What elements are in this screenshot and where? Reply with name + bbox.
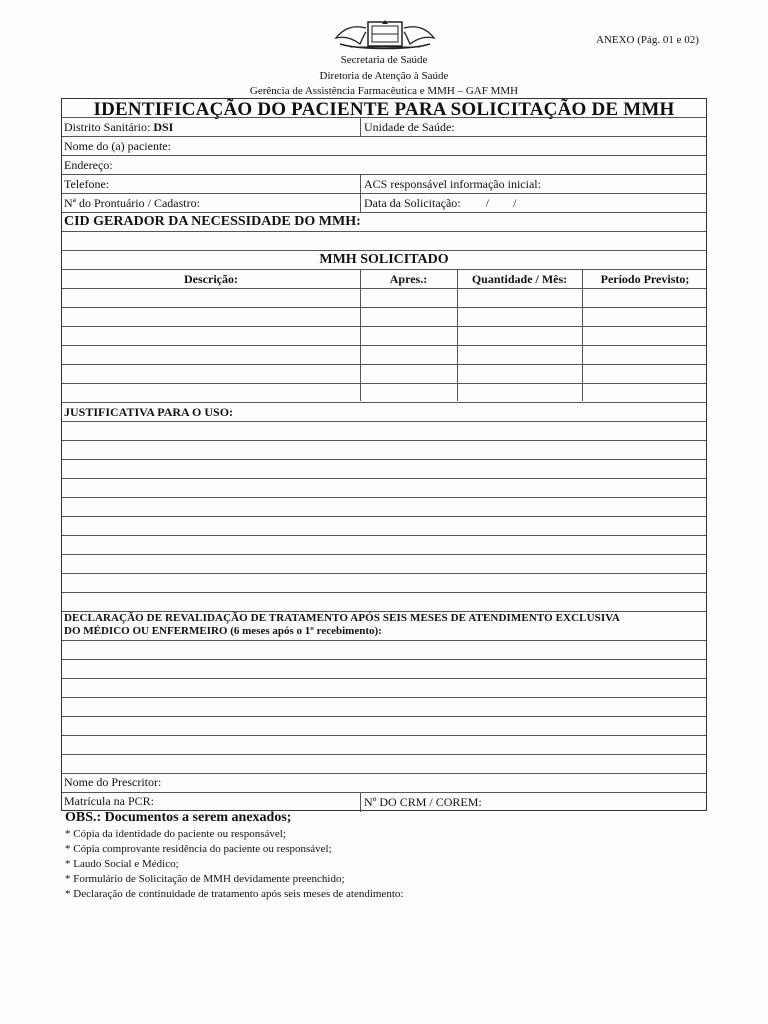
declaracao-line-1: DECLARAÇÃO DE REVALIDAÇÃO DE TRATAMENTO APÓS SEIS MESES DE ATENDIMENTO EXCLUSIVA [64,612,620,624]
form-title: IDENTIFICAÇÃO DO PACIENTE PARA SOLICITAÇÃO DE MMH [93,99,675,120]
nome-field[interactable]: Nome do (a) paciente: [64,139,171,153]
col-descricao: Descrição: [184,272,238,286]
unidade-field[interactable]: Unidade de Saúde: [364,120,455,134]
matricula-field[interactable]: Matrícula na PCR: [64,794,154,808]
distrito-field[interactable] [64,120,173,135]
telefone-field[interactable]: Telefone: [64,177,110,191]
justificativa-label: JUSTIFICATIVA PARA O USO: [64,405,234,419]
col-apres: Apres.: [389,272,428,286]
data-solicitacao-label: Data da Solicitação: [364,196,461,210]
obs-title: OBS.: Documentos a serem anexados; [65,810,292,825]
declaracao-line-2: DO MÉDICO OU ENFERMEIRO (6 meses após o 1º recebimento): [64,625,382,637]
prescritor-field[interactable]: Nome do Prescritor: [64,775,162,789]
col-quantidade: Quantidade / Mês: [471,272,568,286]
endereco-field[interactable]: Endereço: [64,158,113,172]
patient-form [61,98,707,811]
anexo-label: ANEXO (Pág. 01 e 02) [596,34,699,46]
obs-item: * Cópia comprovante residência do paciente ou responsável; [65,843,332,855]
header-line-1: Secretaria de Saúde [340,54,428,66]
distrito-label: Distrito Sanitário: [64,120,151,134]
data-slashes: / / [485,196,517,210]
obs-item: * Laudo Social e Médico; [65,858,179,870]
obs-item: * Formulário de Solicitação de MMH devidamente preenchido; [65,873,345,885]
distrito-value: DSI [153,120,174,134]
obs-item: * Cópia da identidade do paciente ou responsável; [65,828,286,840]
prontuario-field[interactable]: Nª do Prontuário / Cadastro: [64,196,200,210]
header-line-3: Gerência de Assistência Farmacêutica e MMH – GAF MMH [249,85,519,97]
mmh-title: MMH SOLICITADO [319,252,449,267]
acs-field[interactable]: ACS responsável informação inicial: [364,177,541,191]
crm-field[interactable]: Nº DO CRM / COREM: [364,795,482,809]
col-periodo: Período Previsto; [600,272,690,286]
header-line-2: Diretoria de Atenção à Saúde [319,70,449,82]
cid-label: CID GERADOR DA NECESSIDADE DO MMH: [64,214,361,229]
data-solicitacao-field[interactable] [364,196,516,211]
obs-item: * Declaração de continuidade de tratamento após seis meses de atendimento: [65,888,404,900]
coat-of-arms-icon [330,18,440,52]
